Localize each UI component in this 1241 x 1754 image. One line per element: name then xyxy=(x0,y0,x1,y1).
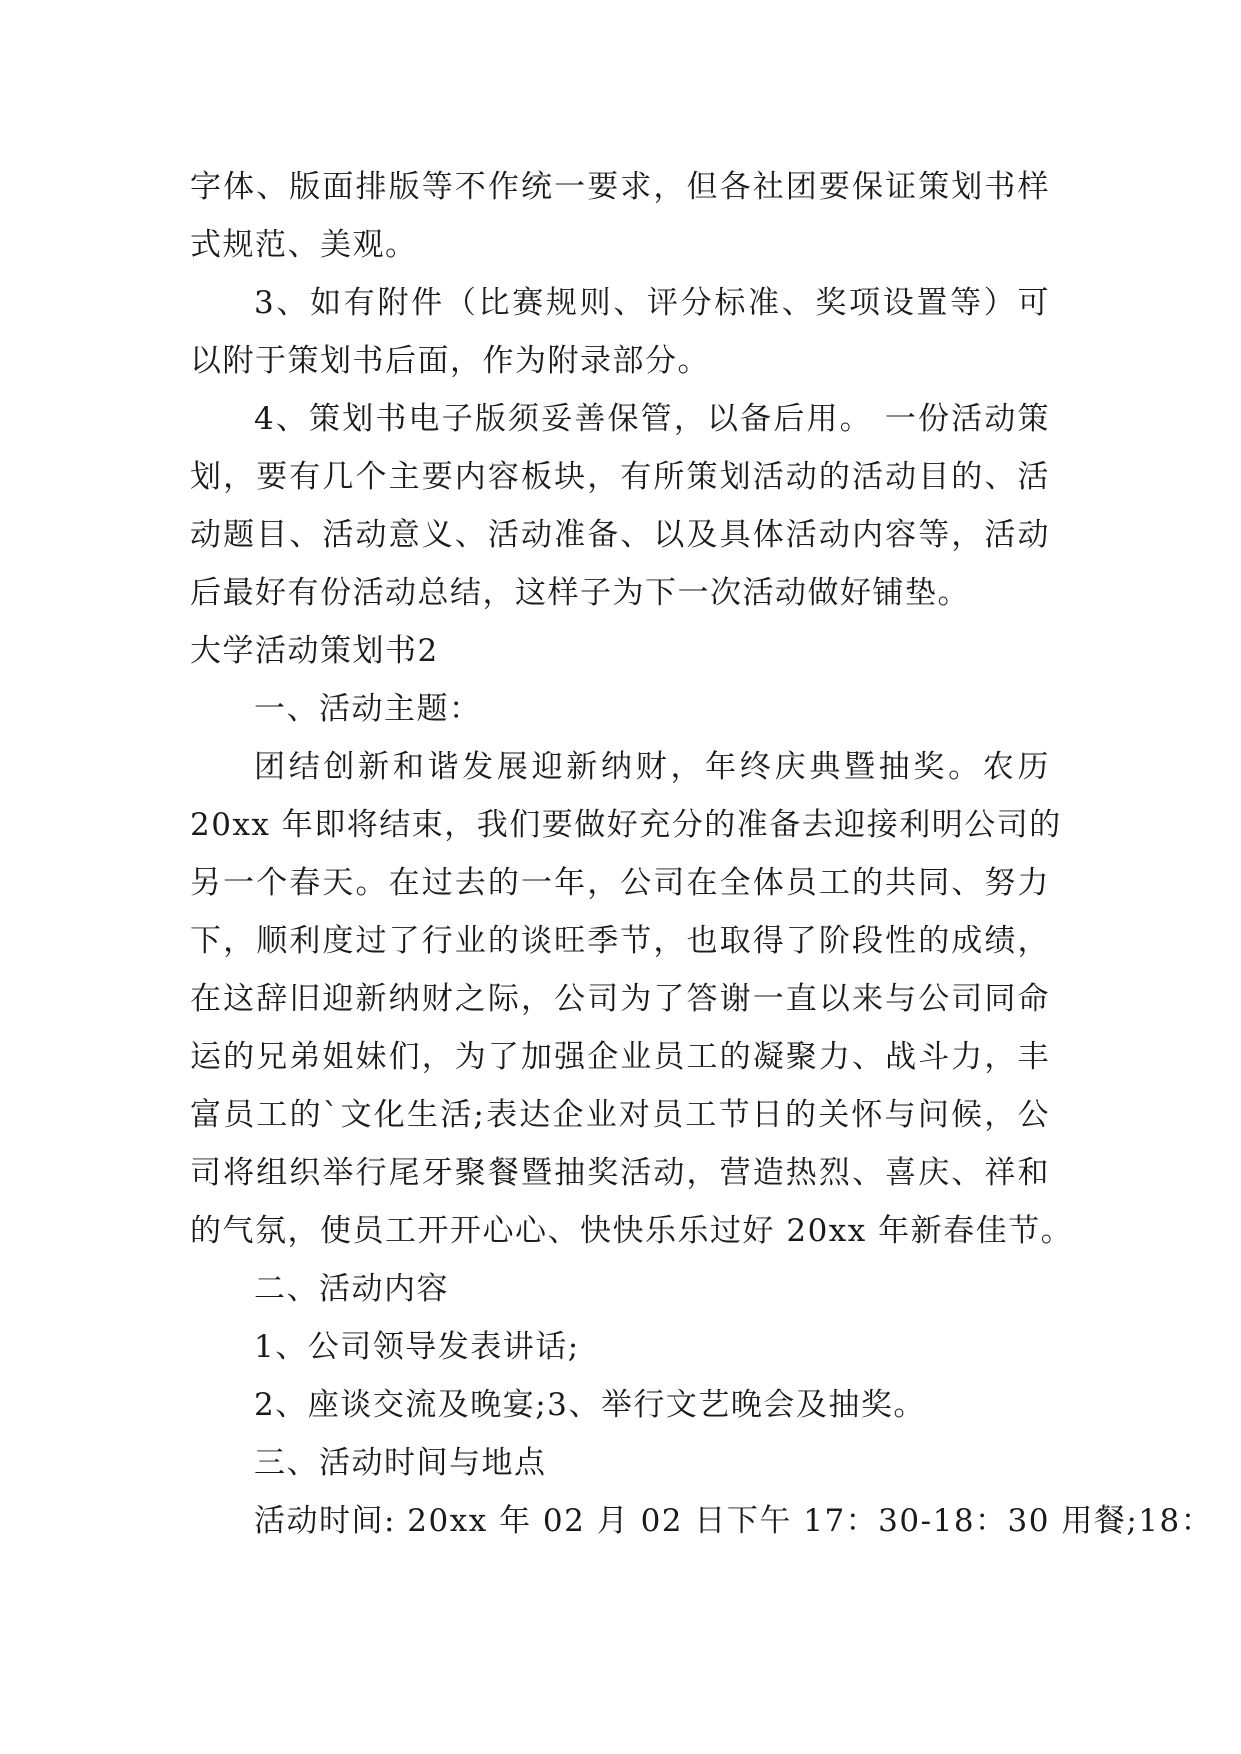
body-text-line: 在这辞旧迎新纳财之际，公司为了答谢一直以来与公司同命 xyxy=(190,981,1050,1017)
section-title: 大学活动策划书2 xyxy=(190,633,439,669)
body-text-line: 下，顺利度过了行业的谈旺季节，也取得了阶段性的成绩， xyxy=(190,923,1050,959)
heading-activity-content: 二、活动内容 xyxy=(254,1271,449,1307)
body-text-line: 以附于策划书后面，作为附录部分。 xyxy=(190,343,710,379)
body-text-line: 后最好有份活动总结，这样子为下一次活动做好铺垫。 xyxy=(190,575,970,611)
body-text-line: 司将组织举行尾牙聚餐暨抽奖活动，营造热烈、喜庆、祥和 xyxy=(190,1155,1050,1191)
list-item-attachments: 3、如有附件（比赛规则、评分标准、奖项设置等）可 xyxy=(254,285,1050,321)
body-text-line: 团结创新和谐发展迎新纳财，年终庆典暨抽奖。农历 xyxy=(254,749,1050,785)
body-text-line: 20xx 年即将结束，我们要做好充分的准备去迎接利明公司的 xyxy=(190,807,1062,843)
body-text-line: 富员工的`文化生活;表达企业对员工节日的关怀与问候，公 xyxy=(190,1097,1050,1133)
body-text-line: 运的兄弟姐妹们，为了加强企业员工的凝聚力、战斗力，丰 xyxy=(190,1039,1050,1075)
list-item-dinner-and-show: 2、座谈交流及晚宴;3、举行文艺晚会及抽奖。 xyxy=(254,1387,926,1423)
heading-activity-theme: 一、活动主题： xyxy=(254,691,482,727)
heading-time-and-place: 三、活动时间与地点 xyxy=(254,1445,547,1481)
body-text-line: 的气氛，使员工开开心心、快快乐乐过好 20xx 年新春佳节。 xyxy=(190,1213,1074,1249)
list-item-leader-speech: 1、公司领导发表讲话; xyxy=(254,1329,580,1365)
document-body xyxy=(190,158,1214,1550)
body-text-line: 式规范、美观。 xyxy=(190,227,418,263)
body-text-line: 活动时间: 20xx 年 02 月 02 日下午 17：30-18：30 用餐;18： xyxy=(254,1503,1214,1539)
body-text-line: 动题目、活动意义、活动准备、以及具体活动内容等，活动 xyxy=(190,517,1050,553)
body-text-line: 划，要有几个主要内容板块，有所策划活动的活动目的、活 xyxy=(190,459,1050,495)
body-text-line: 字体、版面排版等不作统一要求，但各社团要保证策划书样 xyxy=(190,169,1050,205)
list-item-electronic-copy: 4、策划书电子版须妥善保管，以备后用。 一份活动策 xyxy=(254,401,1050,437)
body-text-line: 另一个春天。在过去的一年，公司在全体员工的共同、努力 xyxy=(190,865,1050,901)
